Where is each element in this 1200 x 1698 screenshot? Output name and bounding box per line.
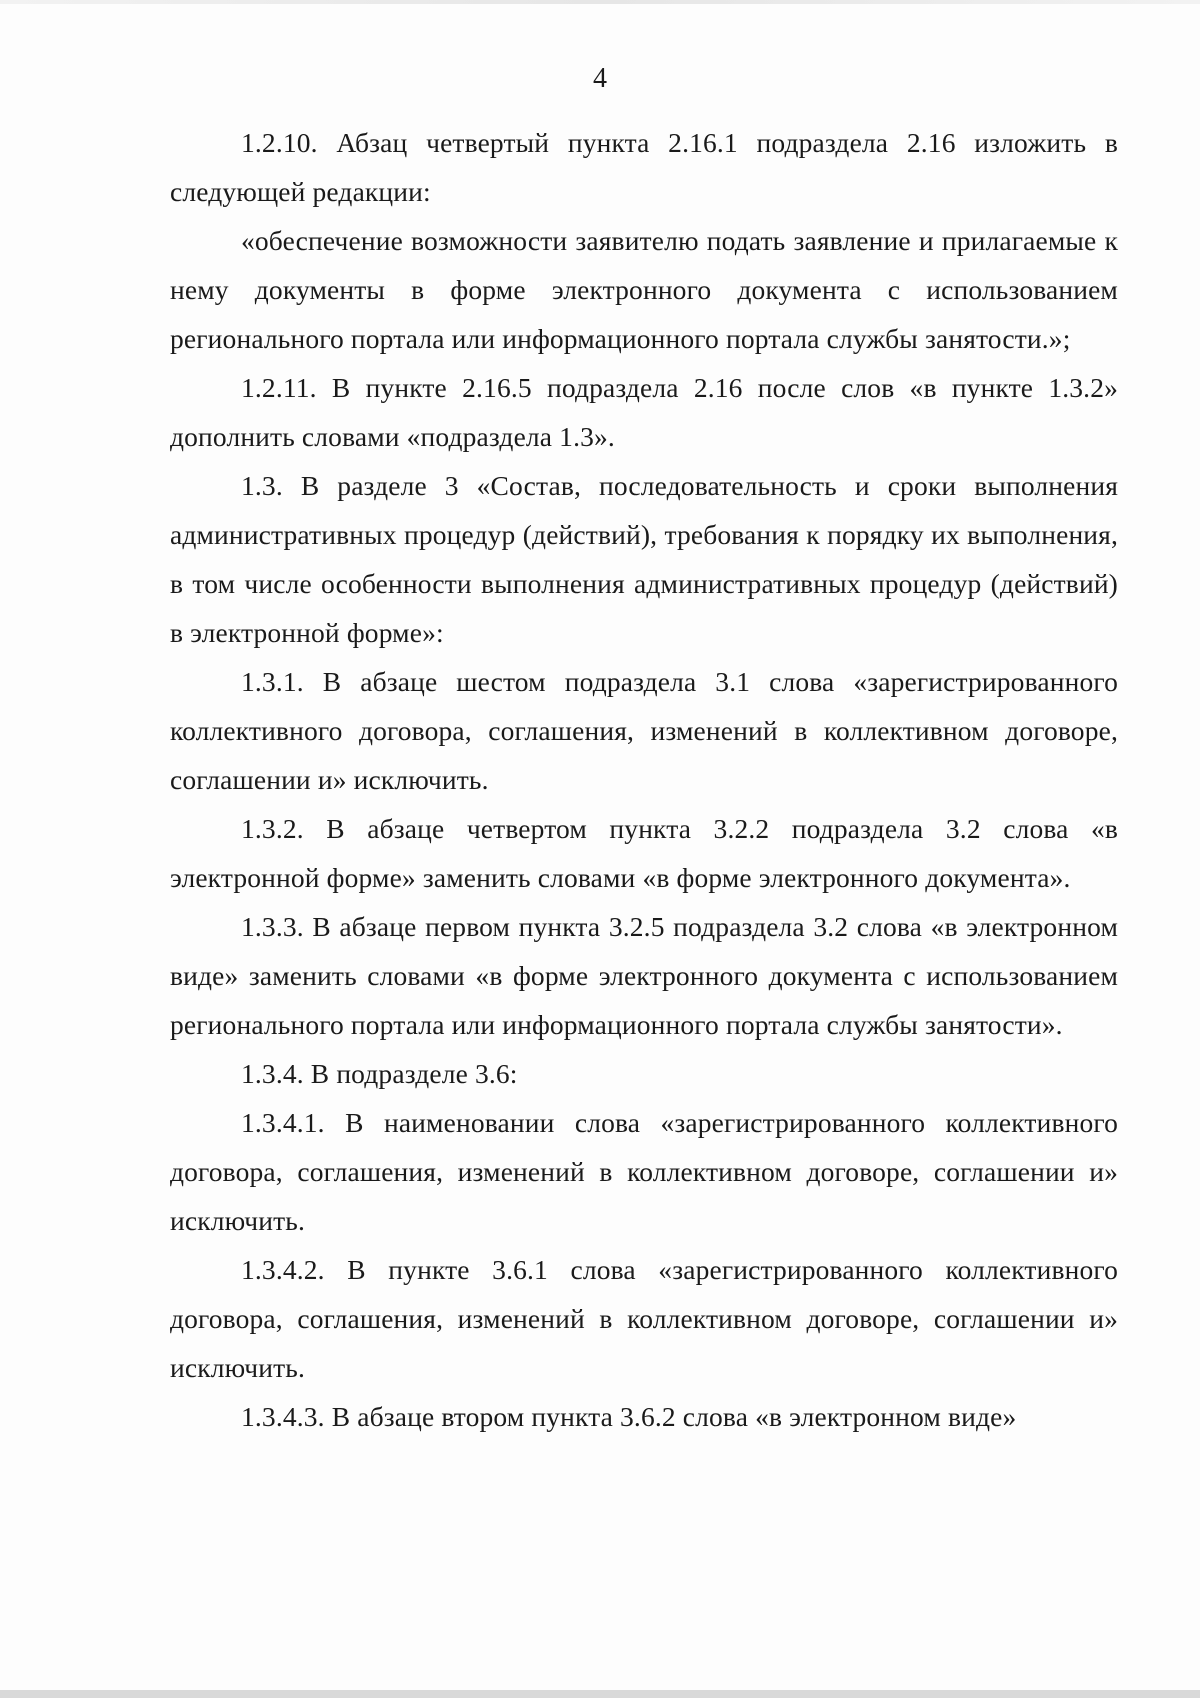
paragraph-1-3-2: 1.3.2. В абзаце четвертом пункта 3.2.2 подраздела 3.2 слова «в электронной форме» заменить словами «в форме электронного документа». (170, 813, 1118, 893)
scan-top-edge (0, 0, 1200, 4)
paragraph-1-2-11: 1.2.11. В пункте 2.16.5 подраздела 2.16 после слов «в пункте 1.3.2» дополнить словами «подраздела 1.3». (170, 372, 1118, 452)
document-body (170, 118, 1118, 1441)
paragraph-1-2-10: 1.2.10. Абзац четвертый пункта 2.16.1 подраздела 2.16 изложить в следующей редакции: (170, 127, 1118, 207)
paragraph-1-3-4-3: 1.3.4.3. В абзаце втором пункта 3.6.2 слова «в электронном виде» (241, 1401, 1017, 1432)
paragraph-1-3-4-2: 1.3.4.2. В пункте 3.6.1 слова «зарегистрированного коллективного договора, соглашения, изменений в коллективном договоре, соглашении и» исключить. (170, 1254, 1118, 1383)
paragraph-1-3-4-1: 1.3.4.1. В наименовании слова «зарегистрированного коллективного договора, соглашения, изменений в коллективном договоре, соглашении и» исключить. (170, 1107, 1118, 1236)
page-number: 4 (593, 63, 607, 94)
paragraph-1-3-3: 1.3.3. В абзаце первом пункта 3.2.5 подраздела 3.2 слова «в электронном виде» заменить словами «в форме электронного документа с использованием регионального портала или информационного портала службы занятости». (170, 911, 1118, 1040)
scan-bottom-edge (0, 1690, 1200, 1698)
paragraph-1-3-1: 1.3.1. В абзаце шестом подраздела 3.1 слова «зарегистрированного коллективного договора, соглашения, изменений в коллективном договоре, соглашении и» исключить. (170, 666, 1118, 795)
paragraph-quote-new-wording: «обеспечение возможности заявителю подать заявление и прилагаемые к нему документы в форме электронного документа с использованием регионального портала или информационного портала службы занятости.»; (170, 225, 1118, 354)
paragraph-1-3-4: 1.3.4. В подразделе 3.6: (241, 1058, 518, 1089)
paragraph-1-3: 1.3. В разделе 3 «Состав, последовательность и сроки выполнения административных процедур (действий), требования к порядку их выполнения, в том числе особенности выполнения административных процедур (действий) в электронной форме»: (170, 470, 1118, 648)
